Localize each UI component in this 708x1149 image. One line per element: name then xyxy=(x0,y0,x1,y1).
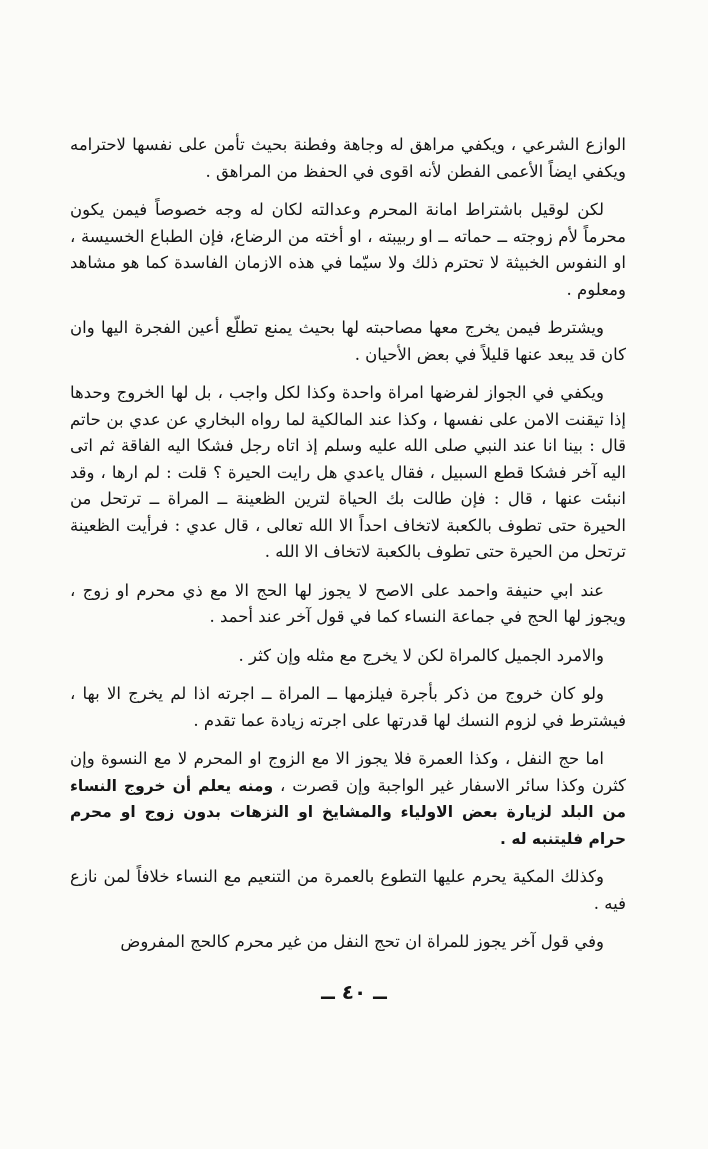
paragraph-7: ولو كان خروج من ذكر بأجرة فيلزمها ــ المراة ــ اجرته اذا لم يخرج الا بها ، فيشترط في لزوم النسك لها قدرتها على اجرته زيادة عما تقدم . xyxy=(70,684,626,730)
page-body xyxy=(70,132,626,956)
paragraph-9: وكذلك المكية يحرم عليها التطوع بالعمرة من التنعيم مع النساء خلافاً لمن نازع فيه . xyxy=(70,867,626,913)
paragraph-10: وفي قول آخر يجوز للمراة ان تحج النفل من غير محرم كالحج المفروض xyxy=(120,932,604,951)
paragraph-8-text: اما حج النفل ، وكذا العمرة فلا يجوز الا مع الزوج او المحرم لا مع النسوة وإن كثرن وكذا سائر الاسفار غير الواجبة وإن قصرت ، xyxy=(70,749,627,795)
paragraph-5: عند ابي حنيفة واحمد على الاصح لا يجوز لها الحج الا مع ذي محرم او زوج ، ويجوز لها الحج في جماعة النساء كما في قول آخر عند أحمد . xyxy=(70,580,626,626)
paragraph-8 xyxy=(70,746,626,852)
paragraph-2: لكن لوقيل باشتراط امانة المحرم وعدالته لكان له وجه خصوصاً فيمن يكون محرماً لأم زوجته ــ حماته ــ او ربيبته ، او أخته من الرضاع، فإن الطباع الخسيسة ، او النفوس الخبيثة لا تحترم ذلك ولا سيّما في هذه الازمان الفاسدة كما هو مشاهد ومعلوم . xyxy=(70,200,626,299)
paragraph-4: ويكفي في الجواز لفرضها امراة واحدة وكذا لكل واجب ، بل لها الخروج وحدها إذا تيقنت الامن على نفسها ، وكذا عند المالكية لما رواه البخاري عن عدي بن حاتم قال : بينا انا عند النبي صلى الله عليه وسلم إذ اتاه رجل فشكا اليه الفاقة ثم اتى اليه آخر فشكا قطع السبيل ، فقال ياعدي هل رايت الحيرة ؟ قلت : لم ارها ، وقد انبئت عنها ، قال : فإن طالت بك الحياة لترين الظعينة ــ المراة ــ ترتحل من الحيرة حتى تطوف بالكعبة لاتخاف احداً الا الله تعالى ، قال عدي : فرأيت الظعينة ترتحل من الحيرة حتى تطوف بالكعبة لاتخاف الا الله . xyxy=(70,383,626,561)
paragraph-3: ويشترط فيمن يخرج معها مصاحبته لها بحيث يمنع تطلّع أعين الفجرة اليها وان كان قد يبعد عنها قليلاً في بعض الأحيان . xyxy=(70,318,626,364)
paragraph-8-emphasis: ومنه يعلم أن خروج النساء من البلد لزيارة بعض الاولياء والمشايخ او النزهات بدون زوج او محرم حرام فليتنبه له . xyxy=(70,776,626,848)
page-number: ــ ٤٠ ــ xyxy=(321,980,387,1004)
paragraph-1: الوازع الشرعي ، ويكفي مراهق له وجاهة وفطنة بحيث تأمن على نفسها لاحترامه ويكفي ايضاً الأعمى الفطن لأنه اقوى في الحفظ من المراهق . xyxy=(70,135,626,181)
paragraph-6: والامرد الجميل كالمراة لكن لا يخرج مع مثله وإن كثر . xyxy=(238,645,604,665)
